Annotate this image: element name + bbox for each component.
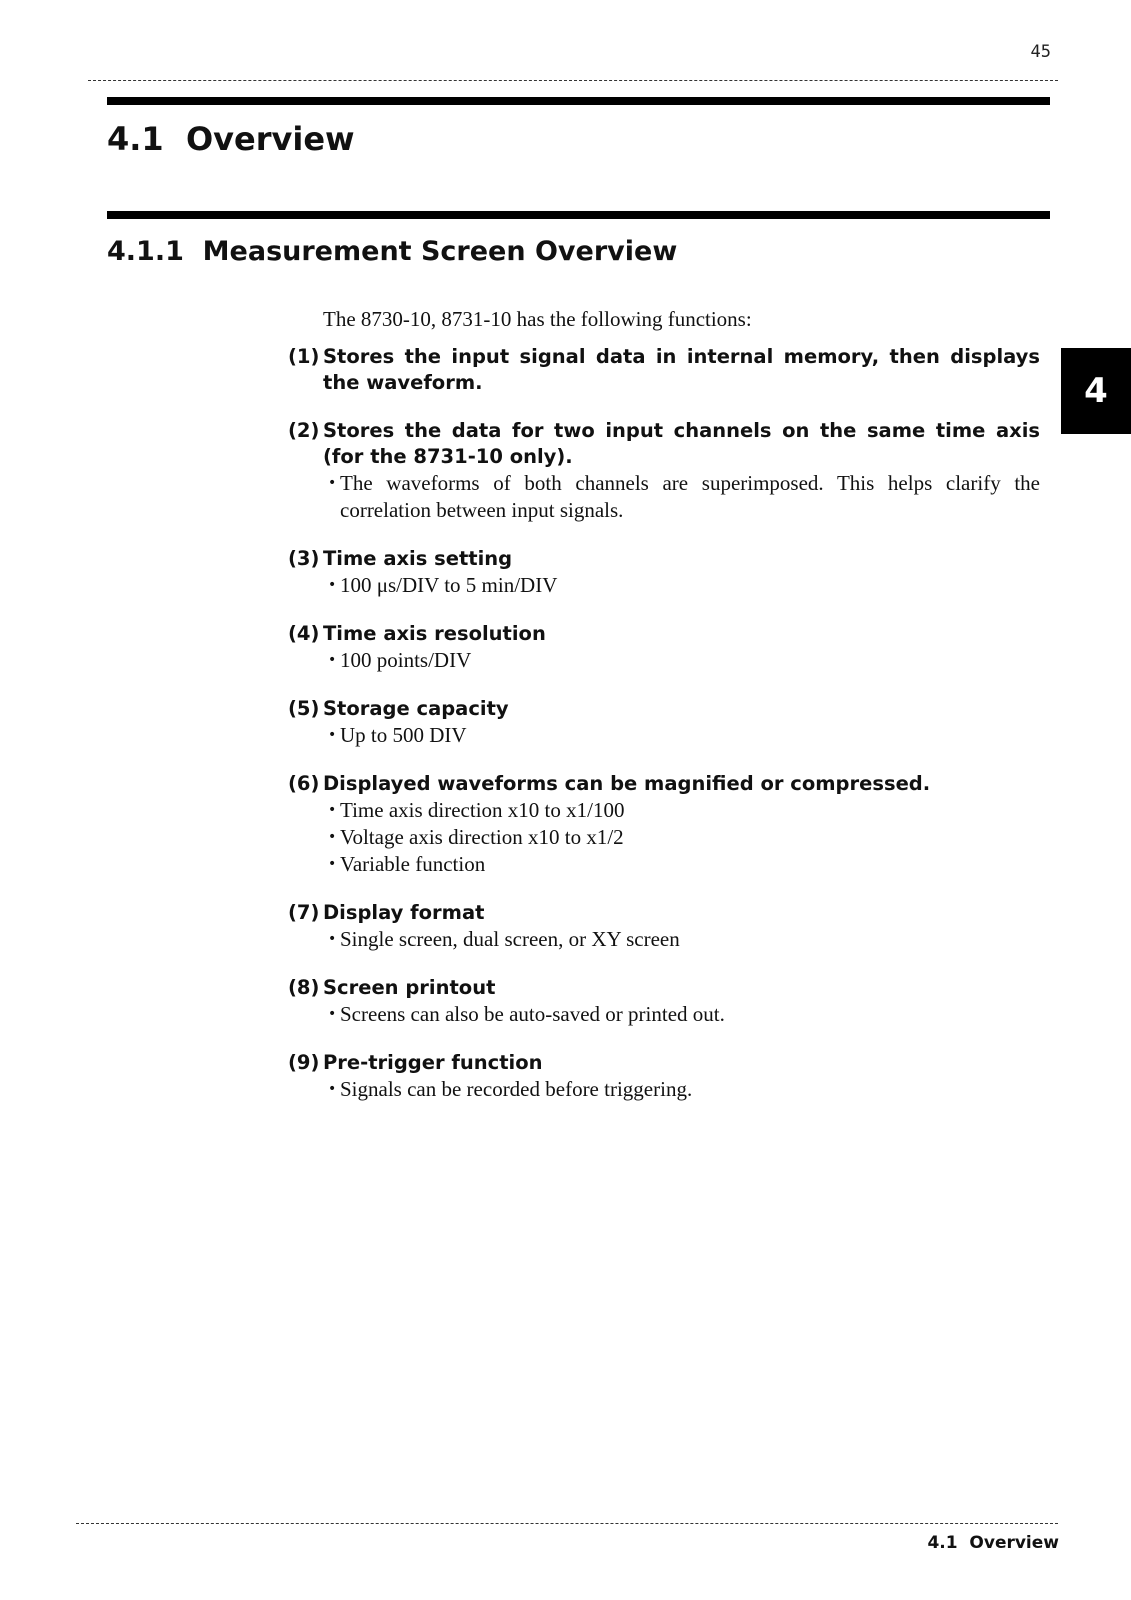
bullet-item — [328, 572, 1040, 599]
bullet-text: Variable function — [340, 852, 486, 876]
item-heading — [288, 546, 1040, 572]
item-heading — [288, 1050, 1040, 1076]
bullet-item — [328, 1001, 1040, 1028]
bullet-text: The waveforms of both channels are superimposed. This helps clarify the correlation between input signals. — [340, 471, 1040, 522]
item-title: Stores the input signal data in internal memory, then displays the waveform. — [323, 345, 1040, 394]
list-item — [288, 900, 1040, 953]
bullet-dot-icon: • — [328, 727, 337, 743]
intro-text: The 8730-10, 8731-10 has the following functions: — [323, 307, 752, 331]
bullet-dot-icon: • — [328, 802, 337, 818]
item-number: (8) — [288, 976, 320, 999]
list-item — [288, 418, 1040, 524]
bullet-text: Single screen, dual screen, or XY screen — [340, 927, 680, 951]
list-item — [288, 771, 1040, 878]
section-rule — [107, 97, 1050, 105]
item-title: Pre-trigger function — [323, 1051, 543, 1074]
item-title: Storage capacity — [323, 697, 509, 720]
bullet-item — [328, 926, 1040, 953]
item-heading — [288, 621, 1040, 647]
bullet-item — [328, 797, 1040, 824]
bullet-text: Up to 500 DIV — [340, 723, 467, 747]
items-container — [288, 344, 1040, 1103]
page-number: 45 — [1030, 42, 1051, 62]
item-number: (1) — [288, 345, 320, 368]
item-number: (9) — [288, 1051, 320, 1074]
bullet-dot-icon: • — [328, 1006, 337, 1022]
item-heading — [288, 975, 1040, 1001]
bullet-text: 100 points/DIV — [340, 648, 472, 672]
bullet-item — [328, 824, 1040, 851]
bullet-dot-icon: • — [328, 829, 337, 845]
section-heading: 4.1 Overview — [107, 120, 355, 158]
item-number: (4) — [288, 622, 320, 645]
bullet-dot-icon: • — [328, 1081, 337, 1097]
bullet-dot-icon: • — [328, 652, 337, 668]
list-item — [288, 696, 1040, 749]
item-number: (2) — [288, 419, 320, 442]
header-dashed-rule — [88, 80, 1058, 81]
item-title: Screen printout — [323, 976, 496, 999]
bullet-text: Screens can also be auto-saved or printed out. — [340, 1002, 725, 1026]
item-number: (3) — [288, 547, 320, 570]
footer-dashed-rule — [76, 1523, 1058, 1524]
item-number: (5) — [288, 697, 320, 720]
bullet-dot-icon: • — [328, 475, 337, 491]
item-heading — [288, 418, 1040, 470]
bullet-text: Signals can be recorded before triggering. — [340, 1077, 693, 1101]
footer-section-label: 4.1 Overview — [927, 1533, 1059, 1553]
item-title: Displayed waveforms can be magnified or compressed. — [323, 772, 931, 795]
item-heading — [288, 771, 1040, 797]
item-title: Time axis setting — [323, 547, 513, 570]
item-title: Time axis resolution — [323, 622, 546, 645]
bullet-text: Voltage axis direction x10 to x1/2 — [340, 825, 624, 849]
list-item — [288, 621, 1040, 674]
bullet-text: Time axis direction x10 to x1/100 — [340, 798, 625, 822]
item-number: (6) — [288, 772, 320, 795]
subsection-rule — [107, 211, 1050, 219]
bullet-item — [328, 647, 1040, 674]
bullet-item — [328, 722, 1040, 749]
item-number: (7) — [288, 901, 320, 924]
bullet-dot-icon: • — [328, 577, 337, 593]
chapter-tab: 4 — [1061, 348, 1131, 434]
bullet-item — [328, 470, 1040, 524]
bullet-dot-icon: • — [328, 856, 337, 872]
list-item — [288, 1050, 1040, 1103]
list-item — [288, 546, 1040, 599]
function-list — [288, 304, 1040, 1103]
bullet-item — [328, 1076, 1040, 1103]
item-heading — [288, 344, 1040, 396]
bullet-text: 100 μs/DIV to 5 min/DIV — [340, 573, 558, 597]
subsection-heading: 4.1.1 Measurement Screen Overview — [107, 236, 678, 267]
item-heading — [288, 696, 1040, 722]
item-title: Display format — [323, 901, 485, 924]
list-item — [288, 344, 1040, 396]
bullet-item — [328, 851, 1040, 878]
item-title: Stores the data for two input channels on the same time axis (for the 8731-10 only). — [323, 419, 1040, 468]
item-heading — [288, 900, 1040, 926]
bullet-dot-icon: • — [328, 931, 337, 947]
list-item — [288, 975, 1040, 1028]
